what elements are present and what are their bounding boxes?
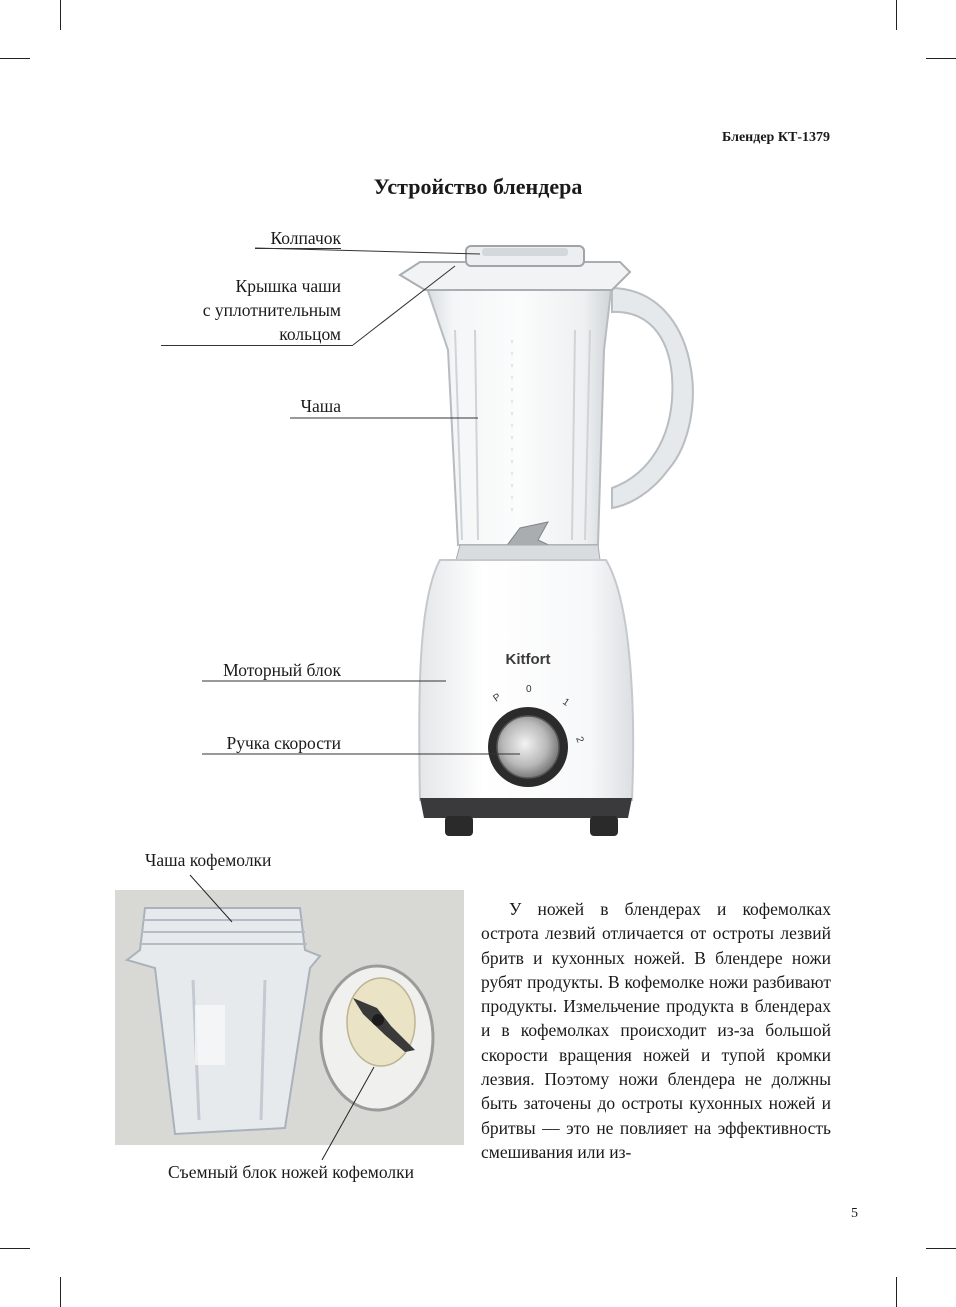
jar — [425, 282, 612, 545]
speed-mark-p: P — [491, 691, 504, 705]
speed-mark-1: 1 — [560, 696, 572, 709]
speed-mark-0: 0 — [526, 684, 532, 695]
jar-handle — [612, 288, 693, 508]
crop-mark — [896, 1277, 897, 1307]
grinder-photo — [115, 890, 464, 1145]
grinder-bowl-label: Чаша кофемолки — [145, 850, 272, 870]
foot-left — [445, 816, 473, 836]
leader-cap — [255, 248, 341, 249]
body-paragraph: У ножей в блендерах и кофемолках острота лезвий отличается от остроты лезвий бритв и кухонных ножей. В блендере ножи рубят продукты. В кофемолке ножи разбивают продукты. Измельчение продукта в блендерах и в кофемолках происходит из-за большой скорости вращения ножей и тупой кромки лезвия. Поэтому ножи блендера не должны быть заточены до остроты кухонных ножей и бритвы — это не повлияет на эффективность смешивания или из- — [481, 899, 831, 1162]
crop-mark — [926, 1248, 956, 1249]
leader-lid — [161, 345, 353, 346]
crop-mark — [0, 1248, 30, 1249]
label-motor: Моторный блок — [223, 660, 341, 680]
label-knob: Ручка скорости — [226, 733, 341, 753]
running-header: Блендер КТ-1379 — [722, 130, 830, 145]
label-jar: Чаша — [300, 396, 341, 416]
crop-mark — [60, 1277, 61, 1307]
brand-logo: Kitfort — [505, 651, 551, 668]
page-title: Устройство блендера — [373, 174, 583, 199]
page-number: 5 — [851, 1206, 858, 1221]
grinder-blade-label: Съемный блок ножей кофемолки — [168, 1162, 414, 1182]
label-cap: Колпачок — [270, 228, 341, 248]
speed-mark-2: 2 — [573, 735, 586, 745]
foot-right — [590, 816, 618, 836]
label-lid: Крышка чаши с уплотнительным кольцом — [202, 276, 341, 344]
